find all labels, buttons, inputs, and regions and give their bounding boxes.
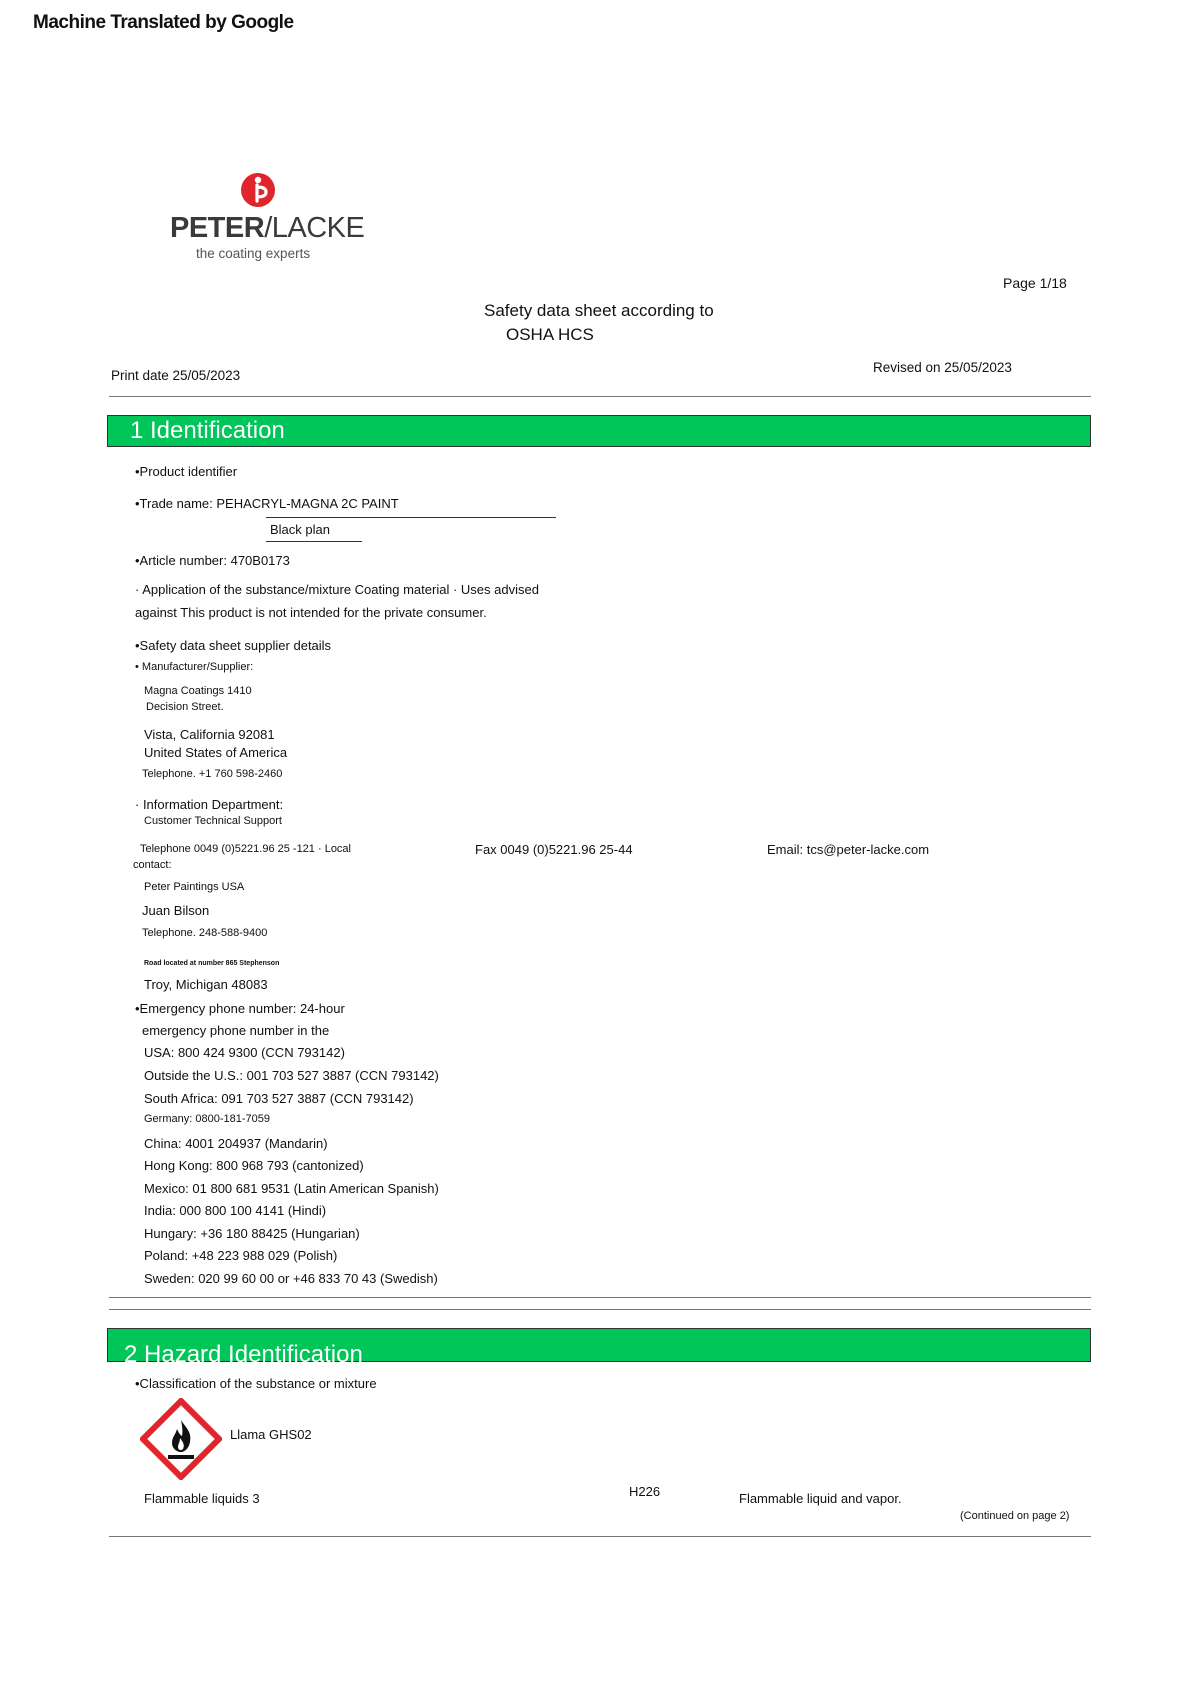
section-1-divider-2 bbox=[109, 1309, 1091, 1310]
translation-watermark bbox=[33, 12, 294, 34]
trade-name-underline bbox=[266, 517, 556, 518]
document-title-line1: Safety data sheet according to bbox=[484, 301, 714, 320]
page-number: Page 1/18 bbox=[1003, 275, 1067, 291]
emergency-line: Sweden: 020 99 60 00 or +46 833 70 43 (Swedish) bbox=[144, 1271, 438, 1286]
local-contact-label: contact: bbox=[133, 859, 172, 871]
continued-note: (Continued on page 2) bbox=[960, 1510, 1070, 1522]
logo-emblem-icon bbox=[238, 170, 278, 210]
local-company: Peter Paintings USA bbox=[144, 881, 245, 893]
article-number: •Article number: 470B0173 bbox=[135, 553, 290, 568]
emergency-line: Hong Kong: 800 968 793 (cantonized) bbox=[144, 1158, 364, 1173]
local-contact-name: Juan Bilson bbox=[142, 903, 210, 918]
trade-name-variant: Black plan bbox=[270, 522, 330, 537]
flame-icon bbox=[140, 1398, 222, 1480]
variant-underline bbox=[266, 541, 362, 542]
application-line-1: · Application of the substance/mixture Coating material · Uses advised bbox=[135, 582, 539, 597]
manufacturer-name: Magna Coatings 1410 bbox=[144, 685, 252, 697]
application-line-2: against This product is not intended for the private consumer. bbox=[135, 605, 487, 620]
document-title-line2: OSHA HCS bbox=[506, 325, 594, 344]
emergency-phone-label: •Emergency phone number: 24-hour bbox=[135, 1001, 345, 1016]
classification-label: •Classification of the substance or mixture bbox=[135, 1376, 377, 1391]
hazard-statement: Flammable liquid and vapor. bbox=[739, 1491, 902, 1506]
supplier-details-label: •Safety data sheet supplier details bbox=[135, 638, 332, 653]
technical-support-label: Customer Technical Support bbox=[144, 815, 282, 827]
emergency-line: India: 000 800 100 4141 (Hindi) bbox=[144, 1203, 327, 1218]
section-1-divider bbox=[109, 1297, 1091, 1298]
trade-name: •Trade name: PEHACRYL-MAGNA 2C PAINT bbox=[135, 496, 399, 511]
hazard-class: Flammable liquids 3 bbox=[144, 1491, 260, 1506]
manufacturer-city: Vista, California 92081 bbox=[144, 727, 275, 742]
header-divider bbox=[109, 396, 1091, 397]
emergency-line: Poland: +48 223 988 029 (Polish) bbox=[144, 1248, 338, 1263]
local-phone: Telephone. 248-588-9400 bbox=[142, 927, 268, 939]
print-date: Print date 25/05/2023 bbox=[111, 368, 241, 383]
manufacturer-label: • Manufacturer/Supplier: bbox=[135, 661, 254, 673]
watermark-rest: Translated by Google bbox=[110, 12, 294, 33]
emergency-line: Germany: 0800-181-7059 bbox=[144, 1113, 270, 1125]
fax-number: Fax 0049 (0)5221.96 25-44 bbox=[475, 842, 633, 857]
section-2-title: 2 Hazard Identification bbox=[124, 1341, 363, 1368]
manufacturer-street: Decision Street. bbox=[146, 701, 224, 713]
watermark-prefix: Machine bbox=[33, 12, 106, 33]
product-identifier-label: •Product identifier bbox=[135, 464, 238, 479]
emergency-line: USA: 800 424 9300 (CCN 793142) bbox=[144, 1045, 345, 1060]
local-city: Troy, Michigan 48083 bbox=[144, 977, 268, 992]
local-address: Road located at number 865 Stephenson bbox=[144, 960, 280, 967]
hazard-code: H226 bbox=[629, 1484, 661, 1499]
pictogram-label: Llama GHS02 bbox=[230, 1427, 312, 1442]
emergency-line: South Africa: 091 703 527 3887 (CCN 793142) bbox=[144, 1091, 414, 1106]
telephone-line: Telephone 0049 (0)5221.96 25 -121 · Local bbox=[140, 843, 351, 855]
emergency-line: Hungary: +36 180 88425 (Hungarian) bbox=[144, 1226, 360, 1241]
logo-tagline: the coating experts bbox=[196, 246, 311, 261]
emergency-phone-label-2: emergency phone number in the bbox=[142, 1023, 330, 1038]
revised-date: Revised on 25/05/2023 bbox=[873, 360, 1012, 375]
section-1-title: 1 Identification bbox=[130, 417, 285, 444]
manufacturer-country: United States of America bbox=[144, 745, 288, 760]
email-address: Email: tcs@peter-lacke.com bbox=[767, 842, 930, 857]
information-department-label: · Information Department: bbox=[135, 797, 284, 812]
logo-word-bold: PETER bbox=[170, 212, 265, 244]
emergency-line: Mexico: 01 800 681 9531 (Latin American Spanish) bbox=[144, 1181, 439, 1196]
emergency-line: China: 4001 204937 (Mandarin) bbox=[144, 1136, 328, 1151]
logo-wordmark bbox=[170, 212, 364, 245]
manufacturer-phone: Telephone. +1 760 598-2460 bbox=[142, 768, 283, 780]
logo-word-light: /LACKE bbox=[264, 212, 365, 244]
emergency-line: Outside the U.S.: 001 703 527 3887 (CCN 793142) bbox=[144, 1068, 439, 1083]
footer-divider bbox=[109, 1536, 1091, 1537]
